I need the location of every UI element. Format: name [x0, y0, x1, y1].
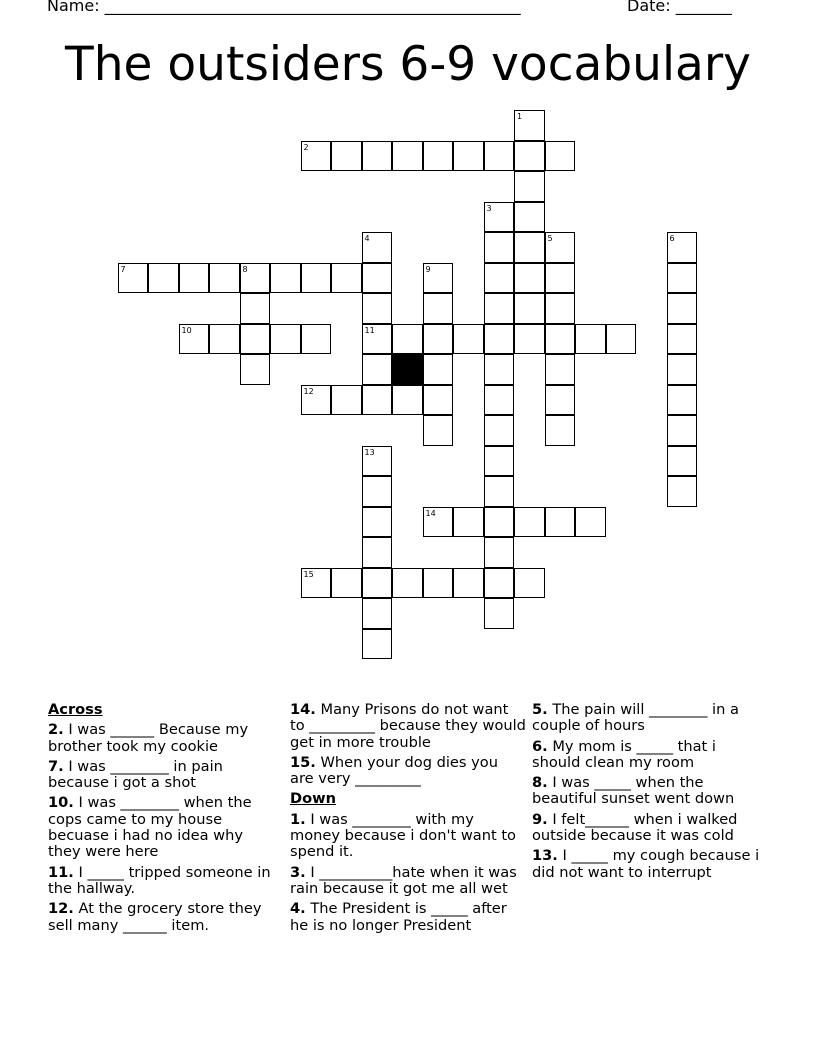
clue-text: When your dog dies you are very _________ — [290, 753, 498, 788]
clue-number: 1. — [290, 810, 306, 828]
clue-item — [532, 775, 768, 808]
grid-cell[interactable] — [423, 385, 454, 416]
grid-cell[interactable] — [484, 202, 515, 233]
clue-text: I was ________ with my money because i don't want to spend it. — [290, 810, 516, 861]
grid-cell[interactable] — [240, 263, 271, 294]
clue-number: 5. — [532, 701, 548, 718]
grid-cell[interactable] — [301, 141, 332, 172]
clue-text: I was _____ when the beautiful sunset went down — [532, 774, 735, 808]
clue-number: 9. — [532, 810, 548, 828]
grid-cell[interactable] — [423, 293, 454, 324]
grid-cell[interactable] — [362, 446, 393, 477]
grid-cell[interactable] — [545, 354, 576, 385]
grid-cell[interactable] — [667, 354, 698, 385]
grid-cell[interactable] — [545, 415, 576, 446]
grid-cell[interactable] — [484, 507, 515, 538]
clue-number-label: 14 — [425, 508, 436, 518]
across-clue-list-continued — [290, 702, 526, 787]
clue-number-label: 8 — [242, 264, 248, 274]
grid-cell[interactable] — [362, 629, 393, 660]
clue-number: 3. — [290, 863, 306, 881]
grid-cell[interactable] — [362, 507, 393, 538]
clue-number-label: 10 — [181, 325, 192, 335]
grid-cell[interactable] — [484, 293, 515, 324]
grid-cell[interactable] — [179, 263, 210, 294]
grid-cell[interactable] — [514, 324, 545, 355]
clues-column-3 — [532, 702, 768, 885]
clue-text: I was ________ when the cops came to my house becuase i had no idea why they were here — [48, 794, 252, 861]
grid-cell[interactable] — [270, 324, 301, 355]
clue-number-label: 3 — [486, 203, 492, 213]
clue-number-label: 4 — [364, 234, 370, 243]
grid-cell[interactable] — [362, 141, 393, 172]
down-clue-list — [290, 812, 526, 934]
black-square — [392, 354, 423, 385]
grid-cell[interactable] — [423, 568, 454, 599]
clue-number: 6. — [532, 737, 548, 755]
clue-text: I felt______ when i walked outside because it was cold — [532, 810, 738, 845]
grid-cell[interactable] — [514, 110, 545, 141]
grid-cell[interactable] — [362, 598, 393, 629]
grid-cell[interactable] — [545, 385, 576, 416]
clue-text: I _____ my cough because i did not want to interrupt — [532, 847, 760, 881]
grid-cell[interactable] — [484, 568, 515, 599]
clue-text: Many Prisons do not want to _________ because they would get in more trouble — [290, 701, 526, 751]
grid-cell[interactable] — [484, 354, 515, 385]
grid-cell[interactable] — [545, 263, 576, 294]
clue-text: The President is _____ after he is no longer President — [290, 900, 507, 934]
clue-number: 15. — [290, 753, 316, 771]
grid-cell[interactable] — [667, 324, 698, 355]
grid-cell[interactable] — [331, 385, 362, 416]
grid-cell[interactable] — [362, 537, 393, 568]
grid-cell[interactable] — [545, 324, 576, 355]
grid-cell[interactable] — [667, 385, 698, 416]
page-title: The outsiders 6-9 vocabulary — [65, 37, 751, 92]
clue-number-label: 6 — [669, 234, 675, 243]
grid-cell[interactable] — [423, 507, 454, 538]
grid-cell[interactable] — [545, 293, 576, 324]
date-field-label: Date: _______ — [627, 0, 732, 15]
clue-number-label: 2 — [303, 142, 309, 152]
grid-cell[interactable] — [514, 171, 545, 202]
grid-cell[interactable] — [667, 476, 698, 507]
grid-cell[interactable] — [270, 263, 301, 294]
grid-cell[interactable] — [331, 568, 362, 599]
grid-cell[interactable] — [514, 568, 545, 599]
clue-number: 14. — [290, 701, 316, 718]
grid-cell[interactable] — [392, 141, 423, 172]
down-heading: Down — [290, 790, 337, 808]
clue-item — [48, 901, 280, 934]
clue-text: I was ______ Because my brother took my cookie — [48, 721, 249, 755]
grid-cell[interactable] — [667, 446, 698, 477]
grid-cell[interactable] — [301, 568, 332, 599]
across-heading: Across — [48, 701, 103, 718]
clue-item — [48, 795, 280, 860]
clue-item — [48, 865, 280, 898]
clue-number: 11. — [48, 863, 74, 881]
clue-text: My mom is _____ that i should clean my room — [532, 737, 716, 771]
grid-cell[interactable] — [423, 324, 454, 355]
grid-cell[interactable] — [514, 202, 545, 233]
clue-number-label: 11 — [364, 325, 375, 335]
clue-text: I _____ tripped someone in the hallway. — [48, 863, 271, 897]
grid-cell[interactable] — [484, 263, 515, 294]
grid-cell[interactable] — [545, 232, 576, 263]
clue-number-label: 13 — [364, 447, 375, 457]
grid-cell[interactable] — [545, 507, 576, 538]
grid-cell[interactable] — [301, 263, 332, 294]
clue-text: I __________hate when it was rain because it got me all wet — [290, 863, 517, 897]
grid-cell[interactable] — [179, 324, 210, 355]
grid-cell[interactable] — [392, 324, 423, 355]
grid-cell[interactable] — [301, 324, 332, 355]
grid-cell[interactable] — [209, 324, 240, 355]
grid-cell[interactable] — [484, 232, 515, 263]
grid-cell[interactable] — [362, 354, 393, 385]
clue-item — [532, 702, 768, 735]
clue-number-label: 12 — [303, 386, 314, 396]
clue-text: The pain will ________ in a couple of hours — [532, 701, 739, 735]
clue-item — [532, 848, 768, 881]
grid-cell[interactable] — [667, 293, 698, 324]
grid-cell[interactable] — [575, 507, 606, 538]
grid-cell[interactable] — [606, 324, 637, 355]
grid-cell[interactable] — [453, 507, 484, 538]
grid-cell[interactable] — [575, 324, 606, 355]
grid-cell[interactable] — [484, 141, 515, 172]
clue-number: 13. — [532, 847, 558, 865]
grid-cell[interactable] — [392, 385, 423, 416]
grid-cell[interactable] — [362, 568, 393, 599]
clue-item — [290, 702, 526, 751]
clue-number: 2. — [48, 721, 64, 739]
grid-cell[interactable] — [484, 537, 515, 568]
grid-cell[interactable] — [453, 568, 484, 599]
grid-cell[interactable] — [240, 354, 271, 385]
grid-cell[interactable] — [514, 141, 545, 172]
grid-cell[interactable] — [514, 293, 545, 324]
grid-cell[interactable] — [362, 263, 393, 294]
grid-cell[interactable] — [667, 232, 698, 263]
clue-number-label: 7 — [120, 264, 126, 274]
across-clue-list — [48, 722, 280, 934]
clue-item — [532, 812, 768, 845]
grid-cell[interactable] — [484, 385, 515, 416]
grid-cell[interactable] — [240, 293, 271, 324]
grid-cell[interactable] — [148, 263, 179, 294]
clue-number: 8. — [532, 774, 548, 792]
clue-text: I was ________ in pain because i got a shot — [48, 757, 223, 792]
clue-number: 10. — [48, 794, 74, 812]
clue-item — [290, 865, 526, 898]
grid-cell[interactable] — [362, 385, 393, 416]
grid-cell[interactable] — [331, 141, 362, 172]
grid-cell[interactable] — [423, 354, 454, 385]
clue-number-label: 1 — [517, 112, 523, 121]
name-field-label: Name: ____________________________________________________ — [47, 0, 521, 15]
grid-cell[interactable] — [453, 141, 484, 172]
grid-cell[interactable] — [392, 568, 423, 599]
clue-item — [290, 755, 526, 788]
grid-cell[interactable] — [118, 263, 149, 294]
grid-cell[interactable] — [362, 232, 393, 263]
grid-cell[interactable] — [667, 415, 698, 446]
grid-cell[interactable] — [362, 476, 393, 507]
clue-number: 4. — [290, 900, 306, 918]
grid-cell[interactable] — [453, 324, 484, 355]
clue-item — [290, 812, 526, 861]
grid-cell[interactable] — [484, 598, 515, 629]
grid-cell[interactable] — [423, 263, 454, 294]
clue-item — [290, 901, 526, 934]
grid-cell[interactable] — [209, 263, 240, 294]
grid-cell[interactable] — [484, 324, 515, 355]
grid-cell[interactable] — [545, 141, 576, 172]
clue-item — [48, 722, 280, 755]
grid-cell[interactable] — [514, 507, 545, 538]
clue-text: At the grocery store they sell many ______ item. — [48, 900, 262, 934]
grid-cell[interactable] — [331, 263, 362, 294]
grid-cell[interactable] — [240, 324, 271, 355]
clue-number-label: 9 — [425, 264, 431, 274]
grid-cell[interactable] — [362, 324, 393, 355]
grid-cell[interactable] — [514, 232, 545, 263]
clue-number: 7. — [48, 757, 64, 775]
clue-item — [48, 759, 280, 792]
clues-column-2 — [290, 702, 526, 938]
clue-item — [532, 739, 768, 772]
grid-cell[interactable] — [667, 263, 698, 294]
grid-cell[interactable] — [484, 446, 515, 477]
clue-number-label: 15 — [303, 569, 314, 579]
down-clue-list-continued — [532, 702, 768, 881]
grid-cell[interactable] — [484, 415, 515, 446]
grid-cell[interactable] — [423, 415, 454, 446]
grid-cell[interactable] — [423, 141, 454, 172]
grid-cell[interactable] — [301, 385, 332, 416]
clue-number-label: 5 — [547, 234, 553, 243]
grid-cell[interactable] — [362, 293, 393, 324]
clue-number: 12. — [48, 900, 74, 918]
grid-cell[interactable] — [514, 263, 545, 294]
grid-cell[interactable] — [484, 476, 515, 507]
clues-column-1 — [48, 702, 280, 938]
